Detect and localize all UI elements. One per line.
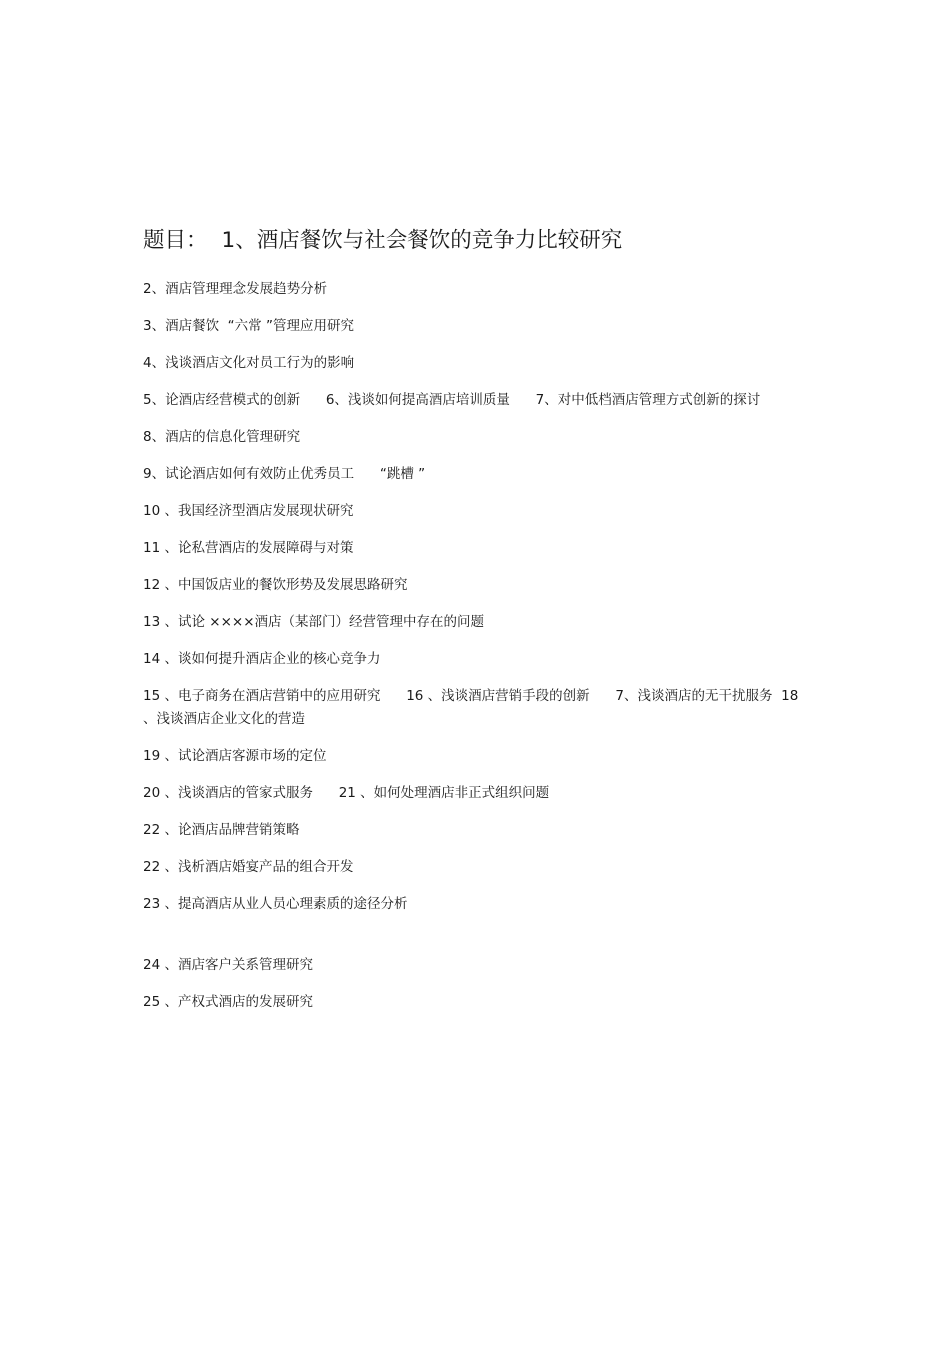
list-item: 9、试论酒店如何有效防止优秀员工 “跳槽 ”	[143, 466, 426, 482]
list-item: 22 、论酒店品牌营销策略	[143, 822, 300, 838]
list-item: 3、酒店餐饮 “六常 ”管理应用研究	[143, 318, 354, 334]
list-item: 24 、酒店客户关系管理研究	[143, 957, 313, 973]
list-item: 2、酒店管理理念发展趋势分析	[143, 281, 328, 297]
list-item: 20 、浅谈酒店的管家式服务 21 、如何处理酒店非正式组织问题	[143, 785, 550, 801]
list-item: 11 、论私营酒店的发展障碍与对策	[143, 540, 354, 556]
list-item: 25 、产权式酒店的发展研究	[143, 994, 313, 1010]
list-item: 12 、中国饭店业的餐饮形势及发展思路研究	[143, 577, 408, 593]
topic-list	[143, 278, 803, 1028]
list-item: 8、酒店的信息化管理研究	[143, 429, 301, 445]
list-item: 10 、我国经济型酒店发展现状研究	[143, 503, 354, 519]
list-item: 22 、浅析酒店婚宴产品的组合开发	[143, 859, 354, 875]
list-item: 23 、提高酒店从业人员心理素质的途径分析	[143, 896, 408, 912]
list-item: 19 、试论酒店客源市场的定位	[143, 748, 327, 764]
list-item: 4、浅谈酒店文化对员工行为的影响	[143, 355, 355, 371]
title-label: 题目：	[143, 228, 208, 253]
list-item: 13 、试论 ××××酒店（某部门）经营管理中存在的问题	[143, 614, 485, 630]
list-item: 15 、电子商务在酒店营销中的应用研究 16 、浅谈酒店营销手段的创新 7、浅谈酒店的无干扰服务 18 、浅谈酒店企业文化的营造	[143, 688, 803, 727]
list-item: 14 、谈如何提升酒店企业的核心竞争力	[143, 651, 381, 667]
document-title	[143, 223, 622, 254]
list-item: 5、论酒店经营模式的创新 6、浅谈如何提高酒店培训质量 7、对中低档酒店管理方式创新的探讨	[143, 392, 761, 408]
title-text: 1、酒店餐饮与社会餐饮的竞争力比较研究	[221, 228, 623, 253]
